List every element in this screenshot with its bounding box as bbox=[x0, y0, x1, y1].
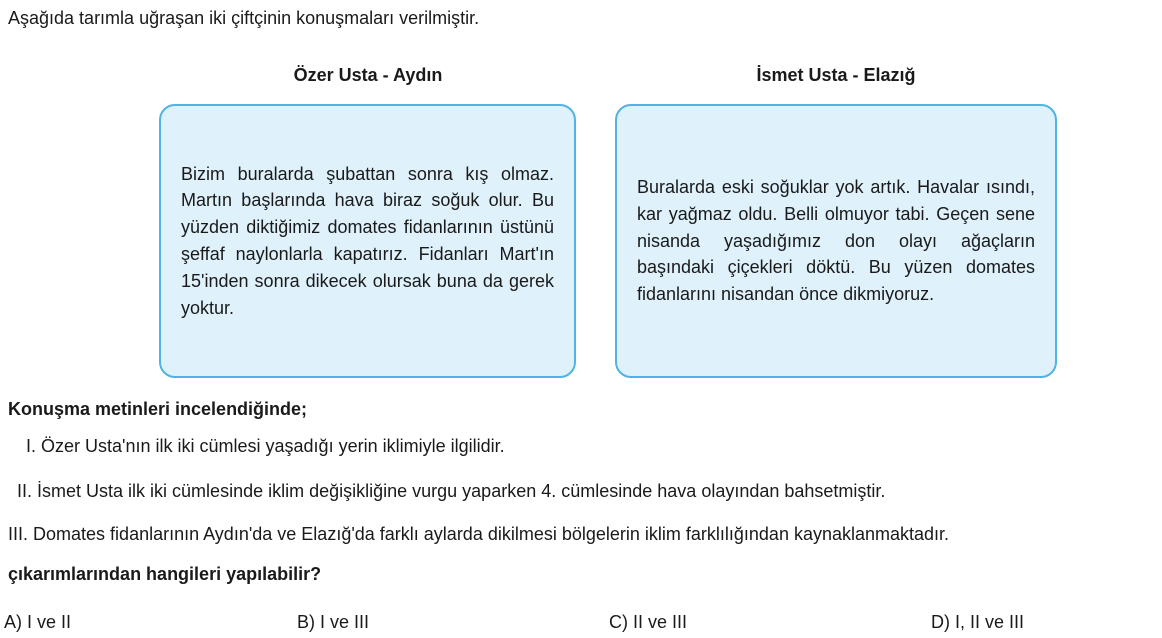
option-c[interactable] bbox=[609, 610, 687, 634]
statement-text: İsmet Usta ilk iki cümlesinde iklim değişikliğine vurgu yaparken 4. cümlesinde hava olayından bahsetmiştir. bbox=[37, 481, 886, 501]
statement-text: Domates fidanlarının Aydın'da ve Elazığ'da farklı aylarda dikilmesi bölgelerin iklim farklılığından kaynaklanmaktadır. bbox=[33, 524, 950, 544]
option-label: B) bbox=[297, 612, 315, 632]
option-b[interactable] bbox=[297, 610, 369, 634]
statement-number: I. bbox=[26, 436, 37, 456]
speech-text-ozer: Bizim buralarda şubattan sonra kış olmaz. Martın başlarında hava biraz soğuk olur. Bu yüzden diktiğimiz domates fidanlarının üstünü şeffaf naylonlarla kapatırız. Fidanları Mart'ın 15'inden sonra dikecek olursak buna da gerek yoktur. bbox=[181, 163, 554, 318]
option-label: A) bbox=[4, 612, 22, 632]
option-text: I ve II bbox=[27, 612, 72, 632]
speech-box-ozer bbox=[159, 104, 576, 378]
speech-box-ismet bbox=[615, 104, 1057, 378]
question-tail: çıkarımlarından hangileri yapılabilir? bbox=[8, 564, 322, 584]
option-label: D) bbox=[931, 612, 950, 632]
speaker-title-ismet: İsmet Usta - Elazığ bbox=[756, 65, 916, 85]
statement-text: Özer Usta'nın ilk iki cümlesi yaşadığı yerin iklimiyle ilgilidir. bbox=[41, 436, 505, 456]
statement-3 bbox=[8, 522, 949, 546]
option-a[interactable] bbox=[4, 610, 71, 634]
option-label: C) bbox=[609, 612, 628, 632]
speech-text-ismet: Buralarda eski soğuklar yok artık. Havalar ısındı, kar yağmaz oldu. Belli olmuyor tabi. Geçen sene nisanda yaşadığımız don olayı ağaçların başındaki çiçekleri döktü. Bu yüzen domates fidanlarını nisandan önce dikmiyoruz. bbox=[637, 177, 1035, 305]
statement-number: III. bbox=[8, 524, 29, 544]
statement-2 bbox=[17, 479, 885, 503]
option-text: I ve III bbox=[320, 612, 370, 632]
option-d[interactable] bbox=[931, 610, 1024, 634]
statement-1 bbox=[26, 434, 505, 458]
statement-number: II. bbox=[17, 481, 33, 501]
question-stem: Konuşma metinleri incelendiğinde; bbox=[8, 399, 308, 419]
intro-text: Aşağıda tarımla uğraşan iki çiftçinin konuşmaları verilmiştir. bbox=[8, 8, 480, 28]
option-text: II ve III bbox=[633, 612, 688, 632]
option-text: I, II ve III bbox=[955, 612, 1025, 632]
speaker-title-ozer: Özer Usta - Aydın bbox=[293, 65, 443, 85]
